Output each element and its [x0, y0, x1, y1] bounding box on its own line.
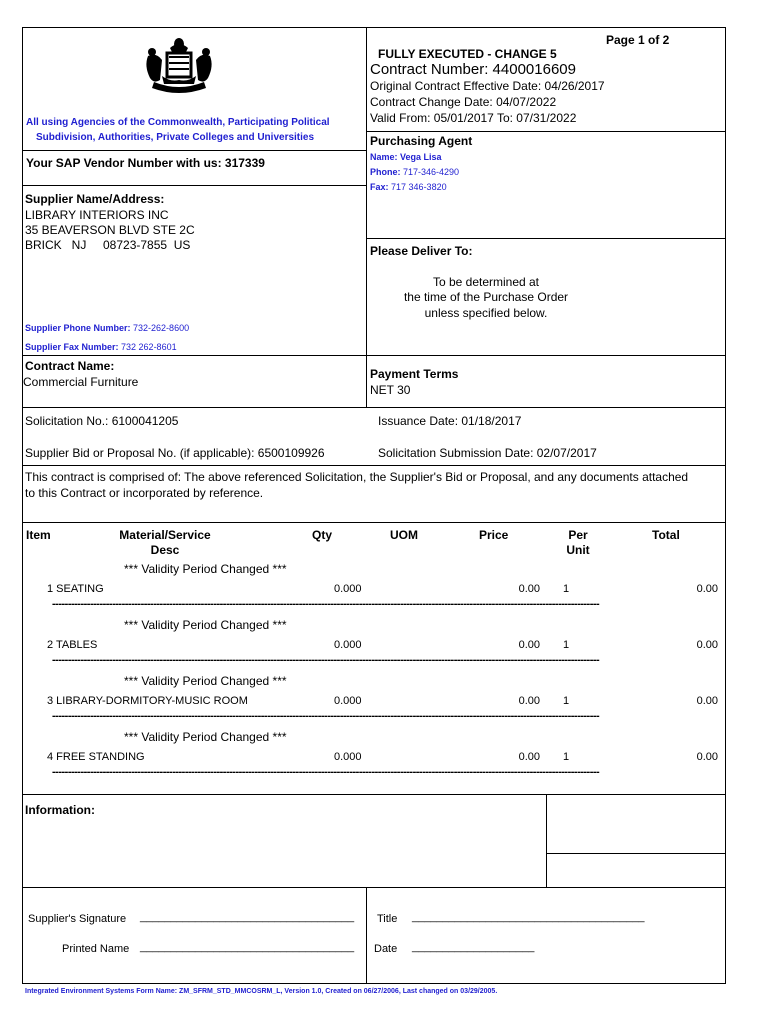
contract-comprised-line-2: to this Contract or incorporated by reference.: [25, 486, 264, 500]
supplier-fax: Supplier Fax Number: 732 262-8601: [25, 342, 177, 352]
row-qty: 0.000: [334, 639, 362, 651]
payment-terms: NET 30: [370, 383, 411, 397]
valid-period: Valid From: 05/01/2017 To: 07/31/2022: [370, 111, 577, 125]
row-note: *** Validity Period Changed ***: [124, 562, 287, 576]
printed-name-field[interactable]: ___________________________________: [140, 941, 355, 953]
row-separator: -----------------------------------------------------------------------------------------------------------------------------------------------------------------------------: [52, 710, 600, 722]
purchasing-agent-title: Purchasing Agent: [370, 134, 473, 148]
submission-date: Solicitation Submission Date: 02/07/2017: [378, 446, 597, 460]
row-separator: -----------------------------------------------------------------------------------------------------------------------------------------------------------------------------: [52, 598, 600, 610]
row-description: 4 FREE STANDING: [47, 751, 145, 763]
original-effective-date: Original Contract Effective Date: 04/26/2017: [370, 79, 605, 93]
supplier-address-2: BRICK NJ 08723-7855 US: [25, 238, 191, 252]
date-label: Date: [374, 943, 398, 955]
deliver-line-1: To be determined at: [432, 275, 540, 289]
row-qty: 0.000: [334, 695, 362, 707]
row-per-unit: 1: [563, 583, 570, 595]
agencies-line-1: All using Agencies of the Commonwealth, Participating Political: [26, 117, 330, 128]
solicitation-number: Solicitation No.: 6100041205: [25, 414, 179, 428]
row-note: *** Validity Period Changed ***: [124, 618, 287, 632]
contract-number: Contract Number: 4400016609: [370, 61, 576, 78]
row-description: 1 SEATING: [47, 583, 104, 595]
sap-vendor-number: Your SAP Vendor Number with us: 317339: [26, 156, 265, 170]
agencies-line-2: Subdivision, Authorities, Private Colleges and Universities: [36, 132, 315, 143]
supplier-name: LIBRARY INTERIORS INC: [25, 208, 169, 222]
row-description: 3 LIBRARY-DORMITORY-MUSIC ROOM: [47, 695, 248, 707]
deliver-line-2: the time of the Purchase Order: [403, 290, 569, 304]
row-separator: -----------------------------------------------------------------------------------------------------------------------------------------------------------------------------: [52, 766, 600, 778]
contract-comprised-line-1: This contract is comprised of: The above referenced Solicitation, the Supplier's Bid or Proposal, and any documents attached: [25, 470, 689, 484]
supplier-phone: Supplier Phone Number: 732-262-8600: [25, 323, 190, 333]
col-per-unit-header: Per Unit: [566, 528, 590, 557]
contract-status: FULLY EXECUTED - CHANGE 5: [378, 47, 557, 61]
issuance-date: Issuance Date: 01/18/2017: [378, 414, 522, 428]
deliver-line-3: unless specified below.: [424, 306, 548, 320]
col-material-header: Material/Service Desc: [119, 528, 211, 557]
pennsylvania-coat-of-arms-icon: [140, 36, 218, 98]
row-price: 0.00: [518, 751, 540, 763]
agent-phone: Phone: 717-346-4290: [370, 167, 460, 177]
row-price: 0.00: [518, 695, 540, 707]
payment-terms-title: Payment Terms: [370, 367, 459, 381]
col-item-header: Item: [26, 528, 51, 542]
page-number: Page 1 of 2: [606, 33, 670, 47]
agent-fax: Fax: 717 346-3820: [370, 182, 447, 192]
contract-change-date: Contract Change Date: 04/07/2022: [370, 95, 557, 109]
contract-name-title: Contract Name:: [25, 359, 115, 373]
supplier-signature-label: Supplier's Signature: [28, 913, 127, 925]
deliver-to-title: Please Deliver To:: [370, 244, 473, 258]
col-total-header: Total: [652, 528, 680, 542]
title-label: Title: [377, 913, 398, 925]
row-note: *** Validity Period Changed ***: [124, 730, 287, 744]
information-title: Information:: [25, 803, 95, 817]
row-total: 0.00: [696, 751, 718, 763]
row-description: 2 TABLES: [47, 639, 98, 651]
printed-name-label: Printed Name: [62, 943, 130, 955]
row-separator: -----------------------------------------------------------------------------------------------------------------------------------------------------------------------------: [52, 654, 600, 666]
col-price-header: Price: [479, 528, 509, 542]
row-per-unit: 1: [563, 751, 570, 763]
col-uom-header: UOM: [390, 528, 418, 542]
row-qty: 0.000: [334, 751, 362, 763]
row-per-unit: 1: [563, 639, 570, 651]
agent-name: Name: Vega Lisa: [370, 152, 442, 162]
bid-proposal-number: Supplier Bid or Proposal No. (if applicable): 6500109926: [25, 446, 325, 460]
col-qty-header: Qty: [312, 528, 333, 542]
title-field[interactable]: ______________________________________: [412, 911, 645, 923]
row-price: 0.00: [518, 639, 540, 651]
row-total: 0.00: [696, 639, 718, 651]
row-qty: 0.000: [334, 583, 362, 595]
row-total: 0.00: [696, 583, 718, 595]
row-per-unit: 1: [563, 695, 570, 707]
row-total: 0.00: [696, 695, 718, 707]
contract-name: Commercial Furniture: [23, 375, 139, 389]
row-note: *** Validity Period Changed ***: [124, 674, 287, 688]
form-footer: Integrated Environment Systems Form Name: ZM_SFRM_STD_MMCOSRM_L, Version 1.0, Created on 06/27/2006, Last changed on 03/29/2005.: [25, 988, 498, 995]
supplier-title: Supplier Name/Address:: [25, 192, 165, 206]
row-price: 0.00: [518, 583, 540, 595]
supplier-signature-field[interactable]: ___________________________________: [140, 911, 355, 923]
supplier-address-1: 35 BEAVERSON BLVD STE 2C: [25, 223, 195, 237]
date-field[interactable]: ____________________: [412, 941, 535, 953]
